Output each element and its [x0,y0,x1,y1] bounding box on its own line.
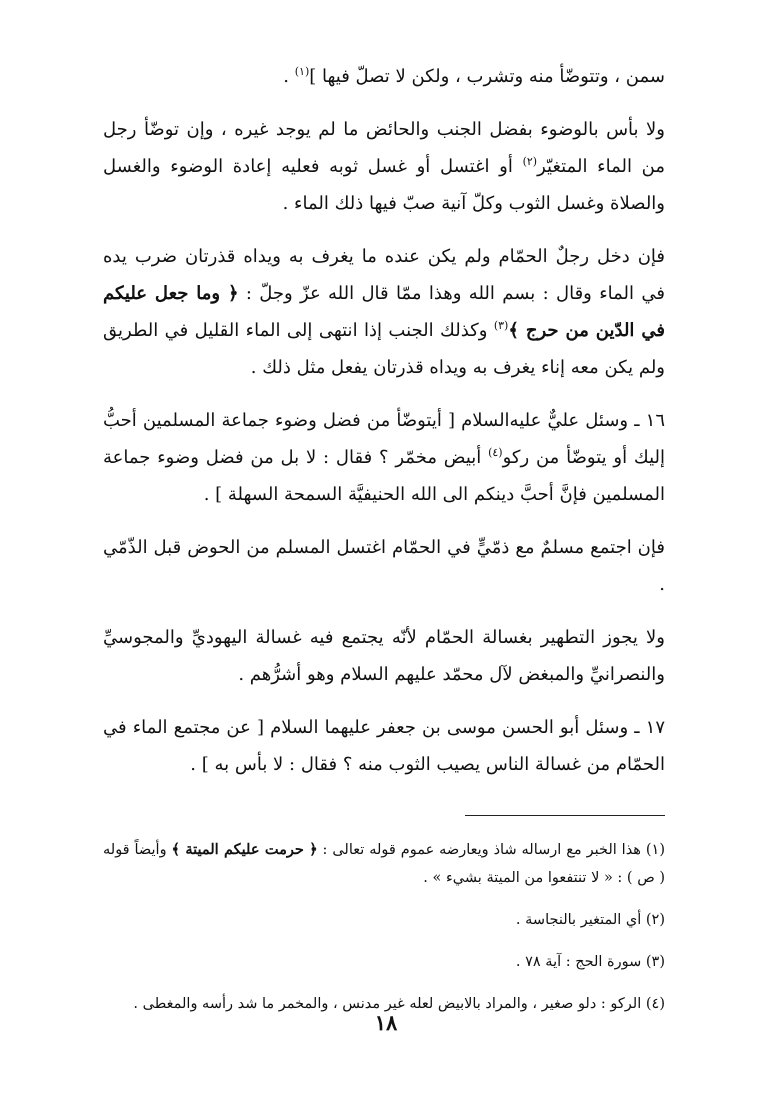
paragraph-text: وكذلك الجنب إذا انتهى إلى الماء القليل في الطريق ولم يكن معه إناء يغرف به ويداه قذرتان يفعل مثل ذلك . [103,320,665,378]
paragraph-text: سمن ، وتتوضّأ منه وتشرب ، ولكن لا تصلّ فيها ] [309,66,665,87]
footnote: (٤) الركو : دلو صغير ، والمراد بالابيض لعله غير مدنس ، والمخمر ما شد رأسه والمغطى . [133,996,665,1012]
paragraph-text: ١٦ ـ وسئل عليٌّ عليه‌السلام [ أيتوضّأ من فضل وضوء جماعة المسلمين أحبُّ إليك أو يتوضّأ من ركو [103,410,665,468]
footnote-ref: (٢) [522,155,538,168]
footnote: (٢) أي المتغير بالنجاسة . [515,912,665,928]
paragraph [103,238,665,386]
footnotes [103,836,665,1018]
paragraph: ولا يجوز التطهير بغسالة الحمّام لأنّه يجتمع فيه غسالة اليهوديِّ والمجوسيِّ والنصرانيِّ والمبغض لآل محمّد عليهم السلام وهو أشرُّهم . [103,627,665,685]
footnote-ref: (٣) [493,319,509,332]
footnote [103,836,665,892]
paragraph-text: فإن دخل رجلٌ الحمّام ولم يكن عنده ما يغرف به ويداه قذرتان ضرب يده في الماء وقال : بسم الله وهذا ممّا قال الله عزّ وجلّ : [103,246,665,304]
footnote-text: وأيضاً قوله ( ص ) : « لا تنتفعوا من الميتة بشيء » . [103,842,665,886]
quran-quote: ﴿ حرمت عليكم الميتة ﴾ [171,841,318,858]
paragraph [103,58,665,95]
main-text [103,58,665,783]
paragraph-text: أو اغتسل أو غسل ثوبه فعليه إعادة الوضوء والغسل والصلاة وغسل الثوب وكلّ آنية صبّ فيها ذلك الماء . [103,156,665,214]
paragraph-text: ولا بأس بالوضوء بفضل الجنب والحائض ما لم يوجد غيره ، وإن توضّأ رجل من الماء المتغيّر [103,119,666,177]
paragraph-text: . [283,66,295,87]
paragraph: فإن اجتمع مسلمٌ مع ذمّيٍّ في الحمّام اغتسل المسلم من الحوض قبل الذّمّي . [103,537,665,595]
page-number: ١٨ [374,1010,398,1035]
footnote-text: (١) هذا الخبر مع ارساله شاذ ويعارضه عموم قوله تعالى : [317,842,665,858]
paragraph: ١٧ ـ وسئل أبو الحسن موسى بن جعفر عليهما السلام [ عن مجتمع الماء في الحمّام من غسالة الناس يصيب الثوب منه ؟ فقال : لا بأس به ] . [103,717,665,775]
footnote: (٣) سورة الحج : آية ٧٨ . [515,954,665,970]
paragraph-text: أبيض مخمّر ؟ فقال : لا بل من فضل وضوء جماعة المسلمين فإنَّ أحبَّ دينكم الى الله الحنيفيَّة السمحة السهلة ] . [103,447,665,505]
footnote-divider [465,815,665,816]
paragraph [103,402,665,513]
footnote-ref: (١) [294,65,310,78]
quran-quote: ﴿ وما جعل عليكم في الدّين من حرج ﴾ [103,283,666,341]
paragraph [103,111,665,222]
footnote-ref: (٤) [488,446,503,459]
